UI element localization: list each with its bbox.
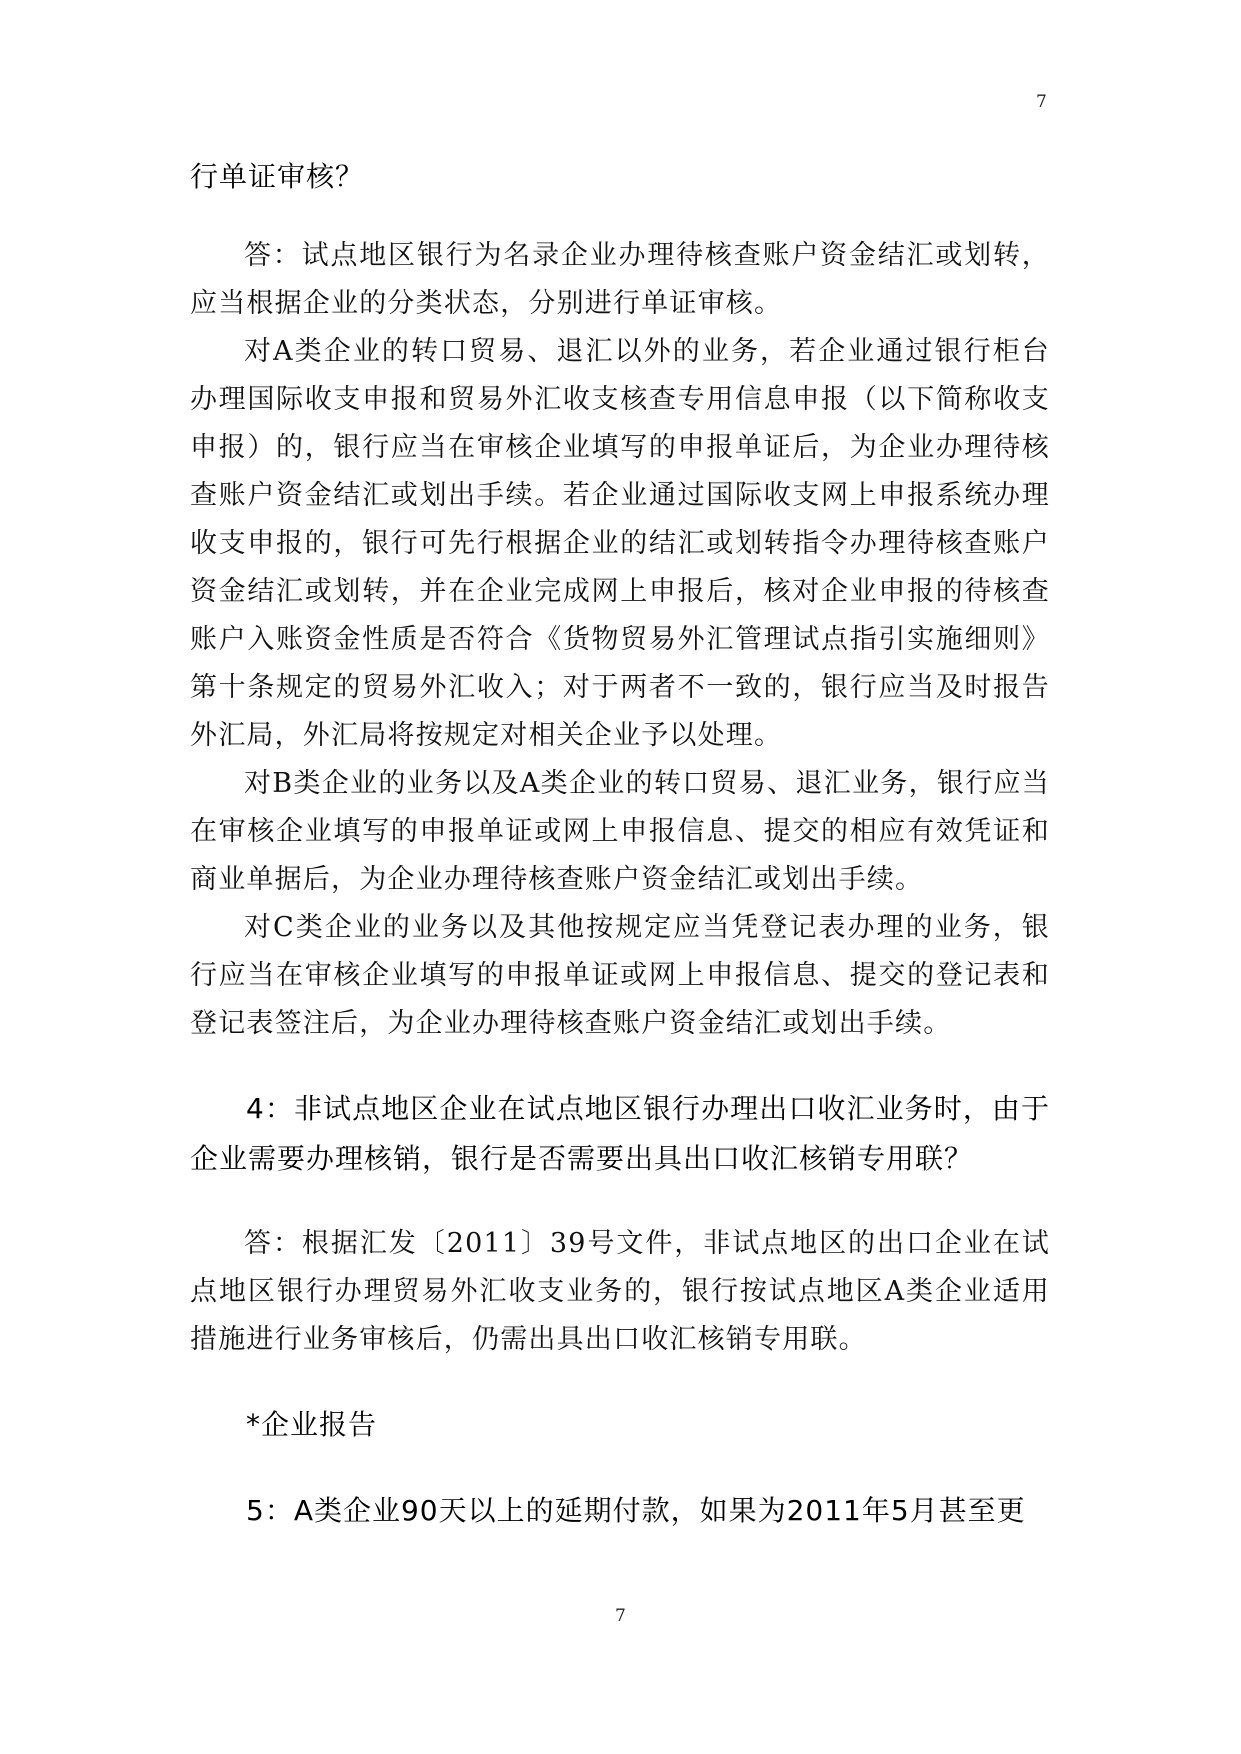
question-5-title: 5：A类企业90天以上的延期付款，如果为2011年5月甚至更 [246,1494,1026,1527]
answer-3-class-a: 对A类企业的转口贸易、退汇以外的业务，若企业通过银行柜台办理国际收支申报和贸易外汇收支核查专用信息申报（以下简称收支申报）的，银行应当在审核企业填写的申报单证后，为企业办理待核查账户资金结汇或划出手续。若企业通过国际收支网上申报系统办理收支申报的，银行可先行根据企业的结汇或划转指令办理待核查账户资金结汇或划转，并在企业完成网上申报后，核对企业申报的待核查账户入账资金性质是否符合《货物贸易外汇管理试点指引实施细则》第十条规定的贸易外汇收入；对于两者不一致的，银行应当及时报告外汇局，外汇局将按规定对相关企业予以处理。 [190,336,1050,751]
section-title: *企业报告 [246,1408,378,1441]
question-3-tail: 行单证审核？ [190,160,365,193]
answer-3-class-c: 对C类企业的业务以及其他按规定应当凭登记表办理的业务，银行应当在审核企业填写的申报单证或网上申报信息、提交的登记表和登记表签注后，为企业办理待核查账户资金结汇或划出手续。 [190,912,1050,1039]
answer-4: 答：根据汇发〔2011〕39号文件，非试点地区的出口企业在试点地区银行办理贸易外汇收支业务的，银行按试点地区A类企业适用措施进行业务审核后，仍需出具出口收汇核销专用联。 [190,1228,1050,1355]
page-number-bottom: 7 [615,1606,626,1626]
document-body [190,152,1050,1536]
question-4-title: 4：非试点地区企业在试点地区银行办理出口收汇业务时，由于企业需要办理核销，银行是否需要出具出口收汇核销专用联？ [190,1092,1050,1175]
answer-3-intro: 答：试点地区银行为名录企业办理待核查账户资金结汇或划转，应当根据企业的分类状态，分别进行单证审核。 [190,240,1050,319]
page-number-top: 7 [1036,92,1047,112]
answer-3-class-b: 对B类企业的业务以及A类企业的转口贸易、退汇业务，银行应当在审核企业填写的申报单证或网上申报信息、提交的相应有效凭证和商业单据后，为企业办理待核查账户资金结汇或划出手续。 [190,768,1050,895]
